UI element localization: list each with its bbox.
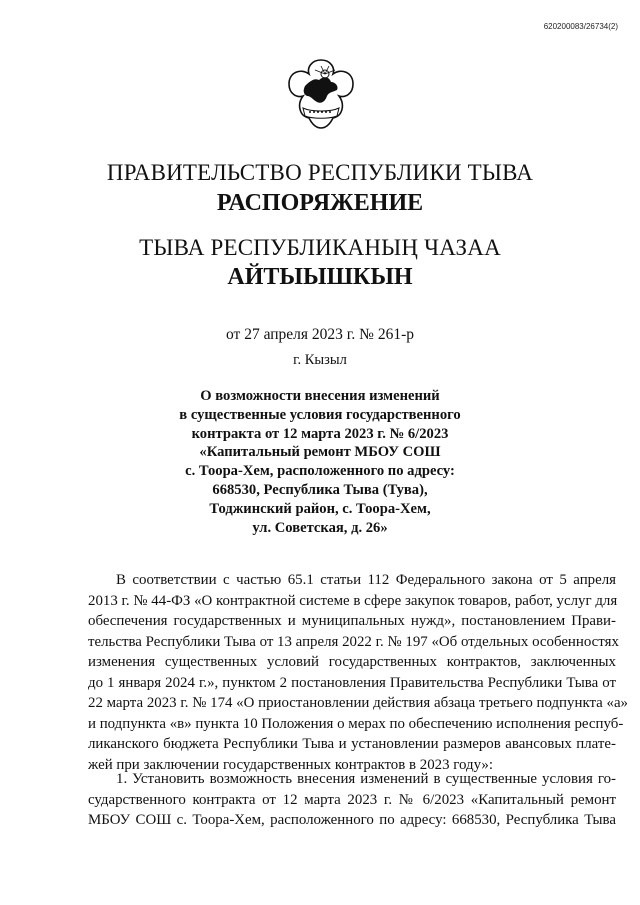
clause-1-paragraph <box>88 769 616 831</box>
city: г. Кызыл <box>293 352 347 368</box>
paragraph-line: 2013 г. № 44-ФЗ «О контрактной системе в сфере закупок товаров, работ, услуг для <box>88 592 618 609</box>
paragraph-line: ликанского бюджета Республики Тыва и установлении размеров авансовых плате- <box>88 736 616 752</box>
subject-line: ул. Советская, д. 26» <box>252 519 388 536</box>
paragraph-line: изменения существенных условий государственных контрактов, заключенных <box>88 654 616 670</box>
document-subject <box>120 387 520 537</box>
paragraph-line: жей при заключении государственных контрактов в 2023 году»: <box>88 756 493 773</box>
paragraph-line: тельства Республики Тыва от 13 апреля 2022 г. № 197 «Об отдельных особенностях <box>88 633 619 650</box>
subject-line: контракта от 12 марта 2023 г. № 6/2023 <box>191 425 449 442</box>
paragraph-line: В соответствии с частью 65.1 статьи 112 Федерального закона от 5 апреля <box>116 572 616 588</box>
government-title-ru: ПРАВИТЕЛЬСТВО РЕСПУБЛИКИ ТЫВА <box>106 160 534 185</box>
preamble-paragraph <box>88 570 629 775</box>
subject-line: с. Тоора-Хем, расположенного по адресу: <box>185 463 455 480</box>
order-title-ru: РАСПОРЯЖЕНИЕ <box>216 190 424 216</box>
subject-line: 668530, Республика Тыва (Тува), <box>212 481 428 498</box>
paragraph-line: и подпункта «в» пункта 10 Положения о мерах по обеспечению исполнения респуб- <box>88 715 624 732</box>
paragraph-line: 1. Установить возможность внесения изменений в существенные условия го- <box>116 771 616 787</box>
paragraph-line: до 1 января 2024 г.», пунктом 2 постановления Правительства Республики Тыва от <box>88 674 616 691</box>
paragraph-line: обеспечения государственных и муниципальных нужд», постановлением Прави- <box>88 613 616 629</box>
subject-line: Тоджинский район, с. Тоора-Хем, <box>209 500 431 517</box>
subject-line: «Капитальный ремонт МБОУ СОШ <box>199 444 441 461</box>
date-and-number: от 27 апреля 2023 г. № 261-р <box>226 326 414 343</box>
coat-of-arms-emblem <box>285 56 357 140</box>
document-id: 620200083/26734(2) <box>543 22 618 31</box>
order-title-tyv: АЙТЫЫШКЫН <box>227 264 413 290</box>
subject-line: О возможности внесения изменений <box>200 388 440 404</box>
subject-line: в существенные условия государственного <box>179 406 461 423</box>
government-title-tyv: ТЫВА РЕСПУБЛИКАНЫҢ ЧАЗАА <box>139 235 501 260</box>
paragraph-line: МБОУ СОШ с. Тоора-Хем, расположенного по адресу: 668530, Республика Тыва <box>88 812 616 828</box>
paragraph-line: сударственного контракта от 12 марта 2023 г. № 6/2023 «Капитальный ремонт <box>88 791 616 808</box>
paragraph-line: 22 марта 2023 г. № 174 «О приостановлении действия абзаца третьего подпункта «а» <box>88 695 629 711</box>
